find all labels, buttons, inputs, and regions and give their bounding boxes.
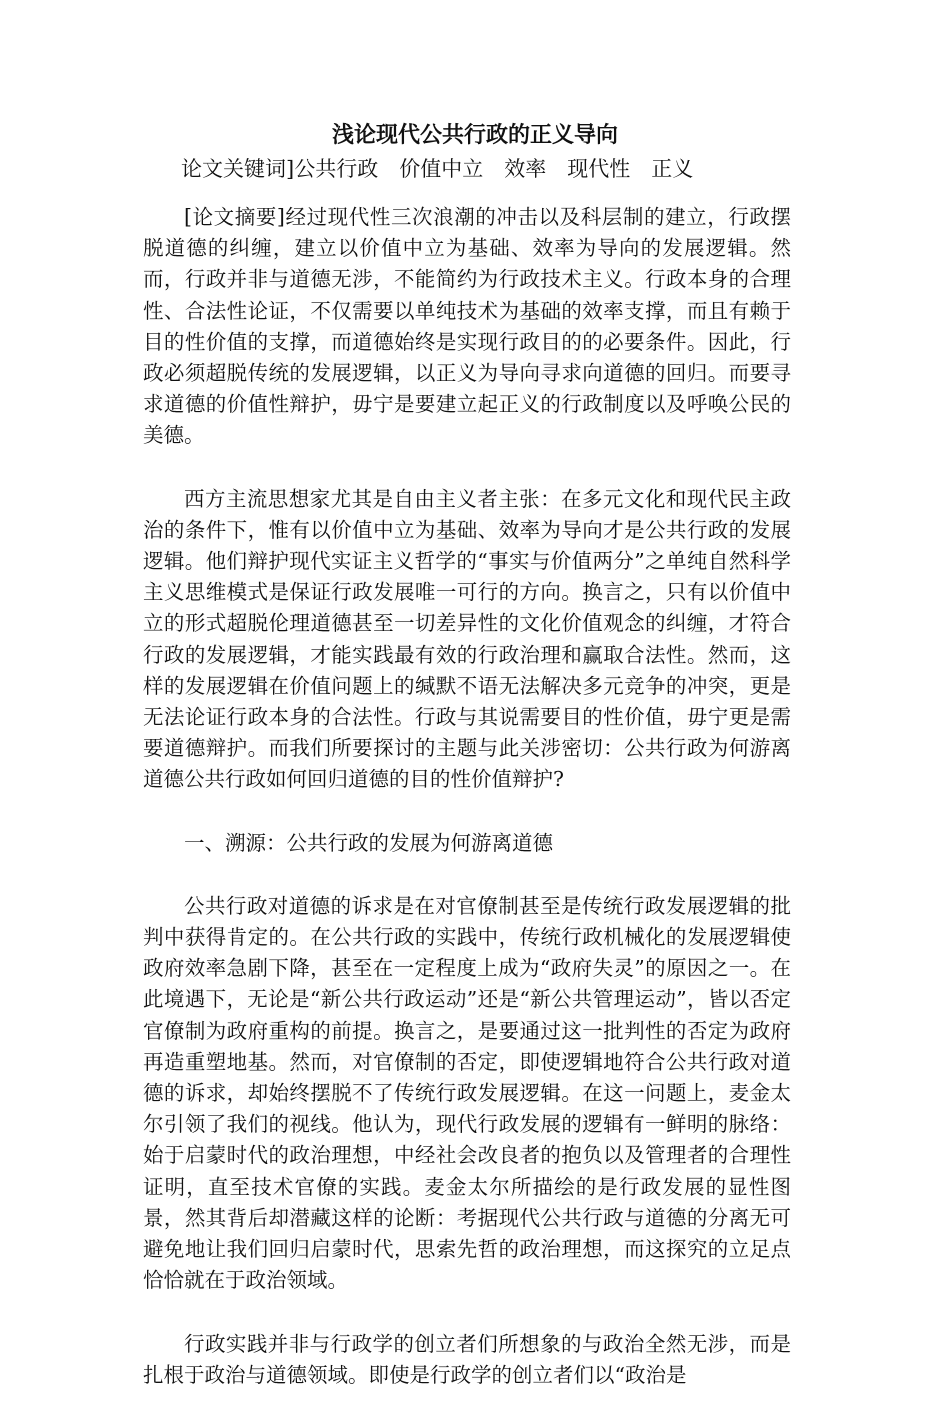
section-heading: 一、溯源：公共行政的发展为何游离道德 — [184, 830, 553, 855]
intro-paragraph: 西方主流思想家尤其是自由主义者主张：在多元文化和现代民主政治的条件下，惟有以价值中立为基础、效率为导向才是公共行政的发展逻辑。他们辩护现代实证主义哲学的“事实与价值两分”之单纯自然科学主义思维模式是保证行政发展唯一可行的方向。换言之，只有以价值中立的形式超脱伦理道德甚至一切差异性的文化价值观念的纠缠，才符合行政的发展逻辑，才能实践最有效的行政治理和赢取合法性。然而，这样的发展逻辑在价值问题上的缄默不语无法解决多元竞争的冲突，更是无法论证行政本身的合法性。行政与其说需要目的性价值，毋宁更是需要道德辩护。而我们所要探讨的主题与此关涉密切：公共行政为何游离道德公共行政如何回归道德的目的性价值辩护? — [143, 486, 791, 792]
abstract-paragraph: [论文摘要]经过现代性三次浪潮的冲击以及科层制的建立，行政摆脱道德的纠缠，建立以价值中立为基础、效率为导向的发展逻辑。然而，行政并非与道德无涉，不能简约为行政技术主义。行政本身的合理性、合法性论证，不仅需要以单纯技术为基础的效率支撑，而且有赖于目的性价值的支撑，而道德始终是实现行政目的的必要条件。因此，行政必须超脱传统的发展逻辑，以正义为导向寻求向道德的回归。而要寻求道德的价值性辩护，毋宁是要建立起正义的行政制度以及呼唤公民的美德。 — [143, 205, 791, 448]
section-paragraph-1: 公共行政对道德的诉求是在对官僚制甚至是传统行政发展逻辑的批判中获得肯定的。在公共行政的实践中，传统行政机械化的发展逻辑使政府效率急剧下降，甚至在一定程度上成为“政府失灵”的原因之一。在此境遇下，无论是“新公共行政运动”还是“新公共管理运动”，皆以否定官僚制为政府重构的前提。换言之，是要通过这一批判性的否定为政府再造重塑地基。然而，对官僚制的否定，即使逻辑地符合公共行政对道德的诉求，却始终摆脱不了传统行政发展逻辑。在这一问题上，麦金太尔引领了我们的视线。他认为，现代行政发展的逻辑有一鲜明的脉络：始于启蒙时代的政治理想，中经社会改良者的抱负以及管理者的合理性证明，直至技术官僚的实践。麦金太尔所描绘的是行政发展的显性图景，然其背后却潜藏这样的论断：考据现代公共行政与道德的分离无可避免地让我们回归启蒙时代，思索先哲的政治理想，而这探究的立足点恰恰就在于政治领域。 — [143, 893, 791, 1293]
keywords-line: 论文关键词]公共行政 价值中立 效率 现代性 正义 — [181, 157, 694, 181]
section-paragraph-2: 行政实践并非与行政学的创立者们所想象的与政治全然无涉，而是扎根于政治与道德领域。即使是行政学的创立者们以“政治是 — [143, 1331, 791, 1387]
document-title: 浅论现代公共行政的正义导向 — [331, 123, 618, 148]
body-text — [143, 202, 791, 1423]
